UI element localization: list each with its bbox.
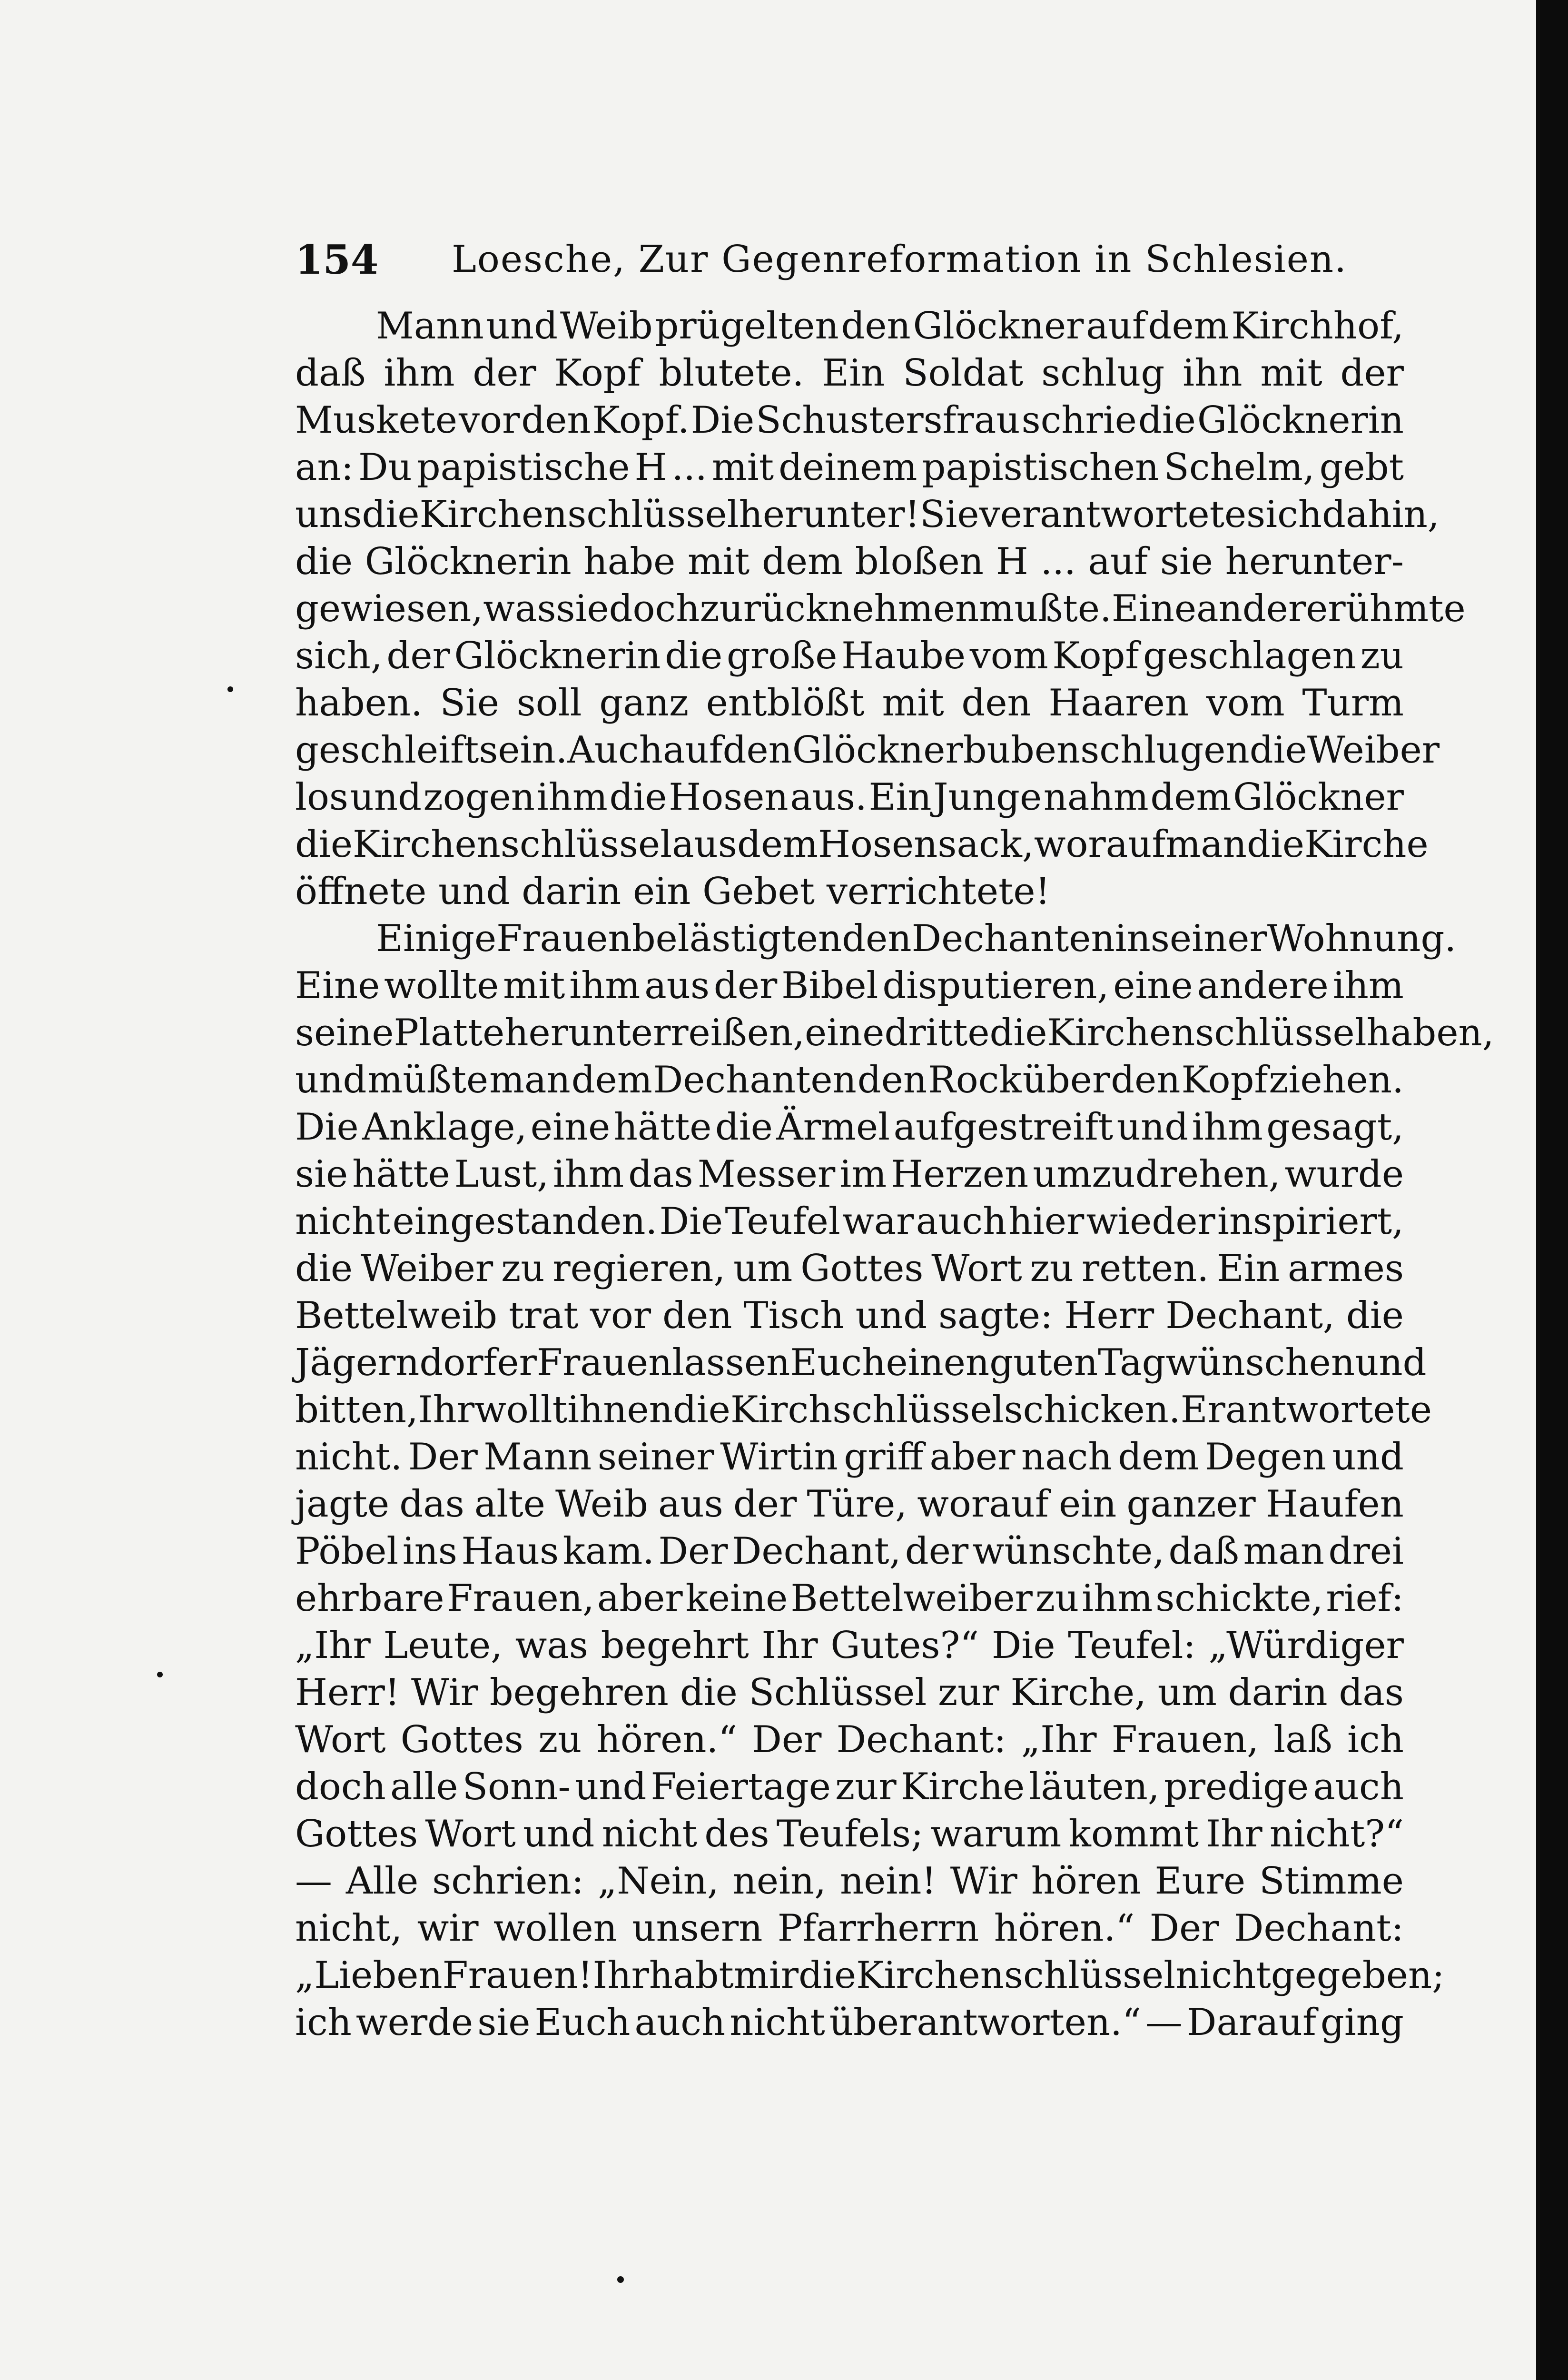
text-line: Muskete vor den Kopf. Die Schustersfrau schrie die Glöcknerin	[295, 399, 1404, 442]
text-line: ich werde sie Euch auch nicht überantworten.“ — Darauf ging	[295, 2001, 1404, 2044]
text-line: ehrbare Frauen, aber keine Bettelweiber zu ihm schickte, rief:	[295, 1577, 1404, 1620]
text-line: „Lieben Frauen! Ihr habt mir die Kirchenschlüssel nicht gegeben;	[295, 1954, 1445, 1997]
text-line: „Ihr Leute, was begehrt Ihr Gutes?“ Die Teufel: „Würdiger	[295, 1624, 1404, 1667]
body-text	[295, 305, 1494, 2048]
text-line: nicht, wir wollen unsern Pfarrherrn hören.“ Der Dechant:	[295, 1907, 1404, 1950]
text-line: öffnete und darin ein Gebet verrichtete!	[295, 870, 1050, 913]
scan-speck	[227, 686, 233, 692]
page-header	[295, 224, 1404, 295]
text-line: Pöbel ins Haus kam. Der Dechant, der wünschte, daß man drei	[295, 1530, 1404, 1573]
page-number: 154	[295, 236, 379, 283]
text-line: los und zogen ihm die Hosen aus. Ein Junge nahm dem Glöckner	[295, 776, 1404, 819]
text-line: Wort Gottes zu hören.“ Der Dechant: „Ihr Frauen, laß ich	[295, 1718, 1404, 1761]
text-line: sich, der Glöcknerin die große Haube vom Kopf geschlagen zu	[295, 635, 1404, 677]
text-line: — Alle schrien: „Nein, nein, nein! Wir hören Eure Stimme	[295, 1860, 1404, 1903]
scan-speck	[617, 2276, 624, 2283]
text-line: uns die Kirchenschlüssel herunter! Sie verantwortete sich dahin,	[295, 493, 1440, 536]
text-line: die Weiber zu regieren, um Gottes Wort zu retten. Ein armes	[295, 1247, 1404, 1290]
running-head: Loesche, Zur Gegenreformation in Schlesien.	[452, 238, 1347, 281]
scan-speck	[157, 1672, 163, 1677]
text-line: die Glöcknerin habe mit dem bloßen H ... auf sie herunter-	[295, 540, 1404, 583]
text-line: Mann und Weib prügelten den Glöckner auf dem Kirchhof,	[376, 305, 1404, 347]
text-line: und müßte man dem Dechanten den Rock über den Kopf ziehen.	[295, 1059, 1404, 1101]
scan-edge	[1542, 0, 1568, 2380]
text-line: doch alle Sonn- und Feiertage zur Kirche läuten, predige auch	[295, 1765, 1404, 1808]
text-line: Jägerndorfer Frauen lassen Euch einen guten Tag wünschen und	[295, 1341, 1427, 1384]
text-line: Gottes Wort und nicht des Teufels; warum kommt Ihr nicht?“	[295, 1813, 1404, 1855]
text-line: geschleift sein. Auch auf den Glöcknerbuben schlugen die Weiber	[295, 729, 1440, 772]
text-line: an: Du papistische H ... mit deinem papistischen Schelm, gebt	[295, 446, 1404, 489]
text-line: Eine wollte mit ihm aus der Bibel disputieren, eine andere ihm	[295, 964, 1404, 1007]
text-line: Bettelweib trat vor den Tisch und sagte: Herr Dechant, die	[295, 1294, 1404, 1337]
text-line: daß ihm der Kopf blutete. Ein Soldat schlug ihn mit der	[295, 352, 1404, 395]
text-line: haben. Sie soll ganz entblößt mit den Haaren vom Turm	[295, 682, 1404, 724]
text-line: Die Anklage, eine hätte die Ärmel aufgestreift und ihm gesagt,	[295, 1106, 1404, 1149]
text-line: bitten, Ihr wollt ihnen die Kirchschlüssel schicken. Er antwortete	[295, 1388, 1432, 1431]
text-line: sie hätte Lust, ihm das Messer im Herzen umzudrehen, wurde	[295, 1153, 1404, 1196]
text-line: Einige Frauen belästigten den Dechanten in seiner Wohnung.	[376, 917, 1457, 960]
text-line: jagte das alte Weib aus der Türe, worauf ein ganzer Haufen	[295, 1483, 1404, 1526]
text-line: die Kirchenschlüssel aus dem Hosensack, worauf man die Kirche	[295, 823, 1429, 866]
text-line: seine Platte herunterreißen, eine dritte die Kirchenschlüssel haben,	[295, 1012, 1494, 1054]
text-line: nicht. Der Mann seiner Wirtin griff aber nach dem Degen und	[295, 1436, 1404, 1478]
text-line: gewiesen, was sie doch zurücknehmen mußte. Eine andere rühmte	[295, 587, 1466, 630]
text-line: Herr! Wir begehren die Schlüssel zur Kirche, um darin das	[295, 1671, 1404, 1714]
text-line: nicht eingestanden. Die Teufel war auch hier wieder inspiriert,	[295, 1200, 1404, 1243]
